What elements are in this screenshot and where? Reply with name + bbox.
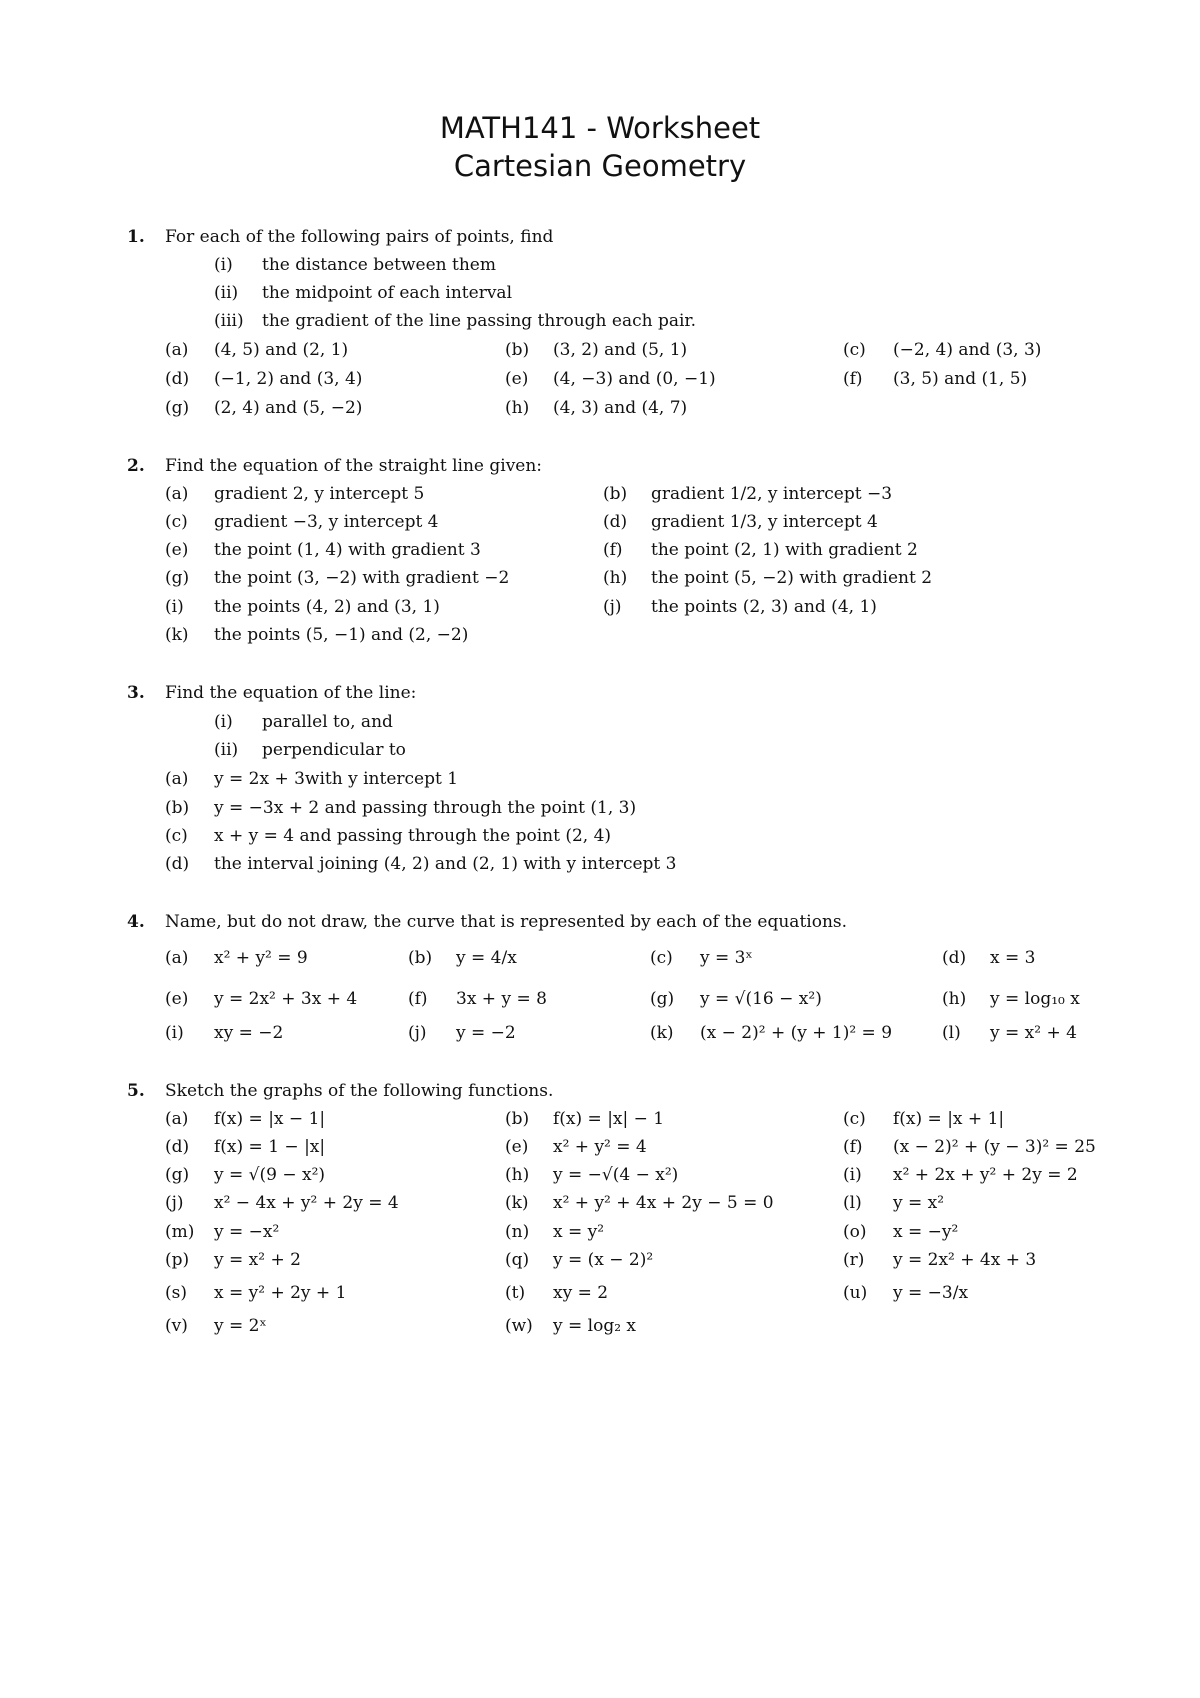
question-number: 1. — [127, 227, 145, 247]
item-text: the points (5, −1) and (2, −2) — [214, 625, 469, 645]
item-text: y = √(9 − x²) — [214, 1165, 326, 1185]
item-text: the points (4, 2) and (3, 1) — [214, 597, 440, 617]
item-text: the point (3, −2) with gradient −2 — [214, 568, 510, 588]
item-label: (g) — [650, 989, 675, 1009]
item-label: (n) — [505, 1222, 530, 1242]
item-label: (g) — [165, 1165, 190, 1185]
item-text: y = x² — [893, 1193, 945, 1213]
item-label: (d) — [165, 1137, 190, 1157]
item-text: (2, 4) and (5, −2) — [214, 398, 363, 418]
question-number: 5. — [127, 1081, 145, 1101]
item-text: x = y² + 2y + 1 — [214, 1283, 347, 1303]
question-prompt: Sketch the graphs of the following functions. — [165, 1081, 554, 1101]
item-label: (d) — [165, 854, 190, 874]
item-text: x + y = 4 and passing through the point (2, 4) — [214, 826, 612, 846]
item-label: (e) — [165, 989, 189, 1009]
item-label: (a) — [165, 340, 189, 360]
item-text: gradient −3, y intercept 4 — [214, 512, 439, 532]
item-label: (v) — [165, 1316, 188, 1336]
item-label: (a) — [165, 948, 189, 968]
item-label: (j) — [165, 1193, 184, 1213]
sub-text: parallel to, and — [262, 712, 393, 732]
item-label: (i) — [843, 1165, 862, 1185]
item-text: y = 2x² + 3x + 4 — [214, 989, 358, 1009]
item-text: (x − 2)² + (y − 3)² = 25 — [893, 1137, 1096, 1157]
item-label: (r) — [843, 1250, 865, 1270]
item-label: (m) — [165, 1222, 195, 1242]
item-label: (h) — [942, 989, 967, 1009]
page-title-line2: Cartesian Geometry — [453, 149, 747, 183]
item-label: (p) — [165, 1250, 190, 1270]
item-text: f(x) = |x − 1| — [214, 1109, 326, 1129]
item-text: (4, 5) and (2, 1) — [214, 340, 349, 360]
item-text: gradient 2, y intercept 5 — [214, 484, 425, 504]
item-label: (j) — [408, 1023, 427, 1043]
item-text: y = −x² — [214, 1222, 280, 1242]
item-label: (c) — [650, 948, 673, 968]
item-text: the points (2, 3) and (4, 1) — [651, 597, 877, 617]
item-label: (i) — [165, 1023, 184, 1043]
sub-label: (i) — [214, 255, 233, 275]
sub-text: the distance between them — [262, 255, 496, 275]
item-text: x² + y² = 4 — [553, 1137, 647, 1157]
question-prompt: Name, but do not draw, the curve that is represented by each of the equations. — [165, 912, 848, 932]
item-text: xy = −2 — [214, 1023, 284, 1043]
item-label: (a) — [165, 484, 189, 504]
item-label: (w) — [505, 1316, 533, 1336]
item-label: (d) — [942, 948, 967, 968]
item-text: x² + y² = 9 — [214, 948, 308, 968]
item-label: (b) — [505, 340, 530, 360]
sub-text: perpendicular to — [262, 740, 406, 760]
question-number: 4. — [127, 912, 145, 932]
item-label: (l) — [942, 1023, 961, 1043]
item-text: y = 2x² + 4x + 3 — [893, 1250, 1037, 1270]
item-text: y = log₂ x — [553, 1316, 637, 1336]
item-label: (b) — [505, 1109, 530, 1129]
item-label: (t) — [505, 1283, 526, 1303]
item-label: (f) — [843, 369, 863, 389]
item-text: (−1, 2) and (3, 4) — [214, 369, 363, 389]
question-number: 3. — [127, 683, 145, 703]
item-text: the point (2, 1) with gradient 2 — [651, 540, 918, 560]
item-text: gradient 1/3, y intercept 4 — [651, 512, 878, 532]
sub-label: (i) — [214, 712, 233, 732]
item-text: y = −√(4 − x²) — [553, 1165, 679, 1185]
item-label: (j) — [603, 597, 622, 617]
item-text: (4, −3) and (0, −1) — [553, 369, 716, 389]
item-label: (i) — [165, 597, 184, 617]
item-text: y = 3ˣ — [700, 948, 753, 968]
item-text: y = √(16 − x²) — [700, 989, 822, 1009]
item-label: (h) — [505, 398, 530, 418]
item-label: (e) — [165, 540, 189, 560]
item-label: (b) — [408, 948, 433, 968]
item-label: (h) — [505, 1165, 530, 1185]
item-label: (d) — [603, 512, 628, 532]
item-label: (b) — [603, 484, 628, 504]
question-prompt: Find the equation of the straight line given: — [165, 456, 543, 476]
item-text: x = −y² — [893, 1222, 959, 1242]
item-text: the point (1, 4) with gradient 3 — [214, 540, 481, 560]
item-label: (f) — [843, 1137, 863, 1157]
item-text: the interval joining (4, 2) and (2, 1) with y intercept 3 — [214, 854, 677, 874]
item-text: (3, 2) and (5, 1) — [553, 340, 688, 360]
item-label: (u) — [843, 1283, 868, 1303]
item-text: (−2, 4) and (3, 3) — [893, 340, 1042, 360]
item-text: (4, 3) and (4, 7) — [553, 398, 688, 418]
item-text: y = 4/x — [456, 948, 517, 968]
item-text: gradient 1/2, y intercept −3 — [651, 484, 893, 504]
item-label: (g) — [165, 568, 190, 588]
item-label: (c) — [165, 826, 188, 846]
item-text: x² − 4x + y² + 2y = 4 — [214, 1193, 399, 1213]
item-text: f(x) = |x| − 1 — [553, 1109, 665, 1129]
item-label: (o) — [843, 1222, 867, 1242]
item-text: x = 3 — [990, 948, 1036, 968]
item-label: (d) — [165, 369, 190, 389]
item-text: y = 2x + 3with y intercept 1 — [214, 769, 459, 789]
item-label: (a) — [165, 1109, 189, 1129]
item-label: (k) — [650, 1023, 674, 1043]
item-label: (c) — [843, 340, 866, 360]
question-prompt: Find the equation of the line: — [165, 683, 417, 703]
item-label: (f) — [408, 989, 428, 1009]
page-title-line1: MATH141 - Worksheet — [439, 111, 761, 145]
item-text: y = log₁₀ x — [990, 989, 1080, 1009]
item-label: (s) — [165, 1283, 187, 1303]
item-label: (q) — [505, 1250, 530, 1270]
question-prompt: For each of the following pairs of points, find — [165, 227, 554, 247]
item-text: xy = 2 — [553, 1283, 609, 1303]
item-text: the point (5, −2) with gradient 2 — [651, 568, 933, 588]
item-text: y = −3x + 2 and passing through the point (1, 3) — [214, 798, 637, 818]
item-label: (l) — [843, 1193, 862, 1213]
item-label: (c) — [843, 1109, 866, 1129]
item-text: x = y² — [553, 1222, 605, 1242]
sub-label: (ii) — [214, 283, 239, 303]
sub-text: the midpoint of each interval — [262, 283, 513, 303]
sub-text: the gradient of the line passing through each pair. — [262, 311, 697, 331]
item-label: (c) — [165, 512, 188, 532]
item-label: (g) — [165, 398, 190, 418]
item-text: x² + y² + 4x + 2y − 5 = 0 — [553, 1193, 774, 1213]
item-label: (f) — [603, 540, 623, 560]
item-text: 3x + y = 8 — [456, 989, 547, 1009]
item-text: f(x) = 1 − |x| — [214, 1137, 326, 1157]
item-label: (k) — [165, 625, 189, 645]
item-label: (e) — [505, 369, 529, 389]
item-text: y = −2 — [456, 1023, 516, 1043]
item-text: x² + 2x + y² + 2y = 2 — [893, 1165, 1078, 1185]
item-label: (a) — [165, 769, 189, 789]
sub-label: (iii) — [214, 311, 244, 331]
item-text: y = x² + 2 — [214, 1250, 301, 1270]
question-number: 2. — [127, 456, 145, 476]
sub-label: (ii) — [214, 740, 239, 760]
item-label: (h) — [603, 568, 628, 588]
item-text: f(x) = |x + 1| — [893, 1109, 1005, 1129]
item-label: (k) — [505, 1193, 529, 1213]
item-text: (x − 2)² + (y + 1)² = 9 — [700, 1023, 893, 1043]
item-label: (e) — [505, 1137, 529, 1157]
item-text: y = (x − 2)² — [553, 1250, 654, 1270]
item-text: (3, 5) and (1, 5) — [893, 369, 1028, 389]
item-text: y = −3/x — [893, 1283, 969, 1303]
item-text: y = x² + 4 — [990, 1023, 1077, 1043]
item-label: (b) — [165, 798, 190, 818]
item-text: y = 2ˣ — [214, 1316, 267, 1336]
